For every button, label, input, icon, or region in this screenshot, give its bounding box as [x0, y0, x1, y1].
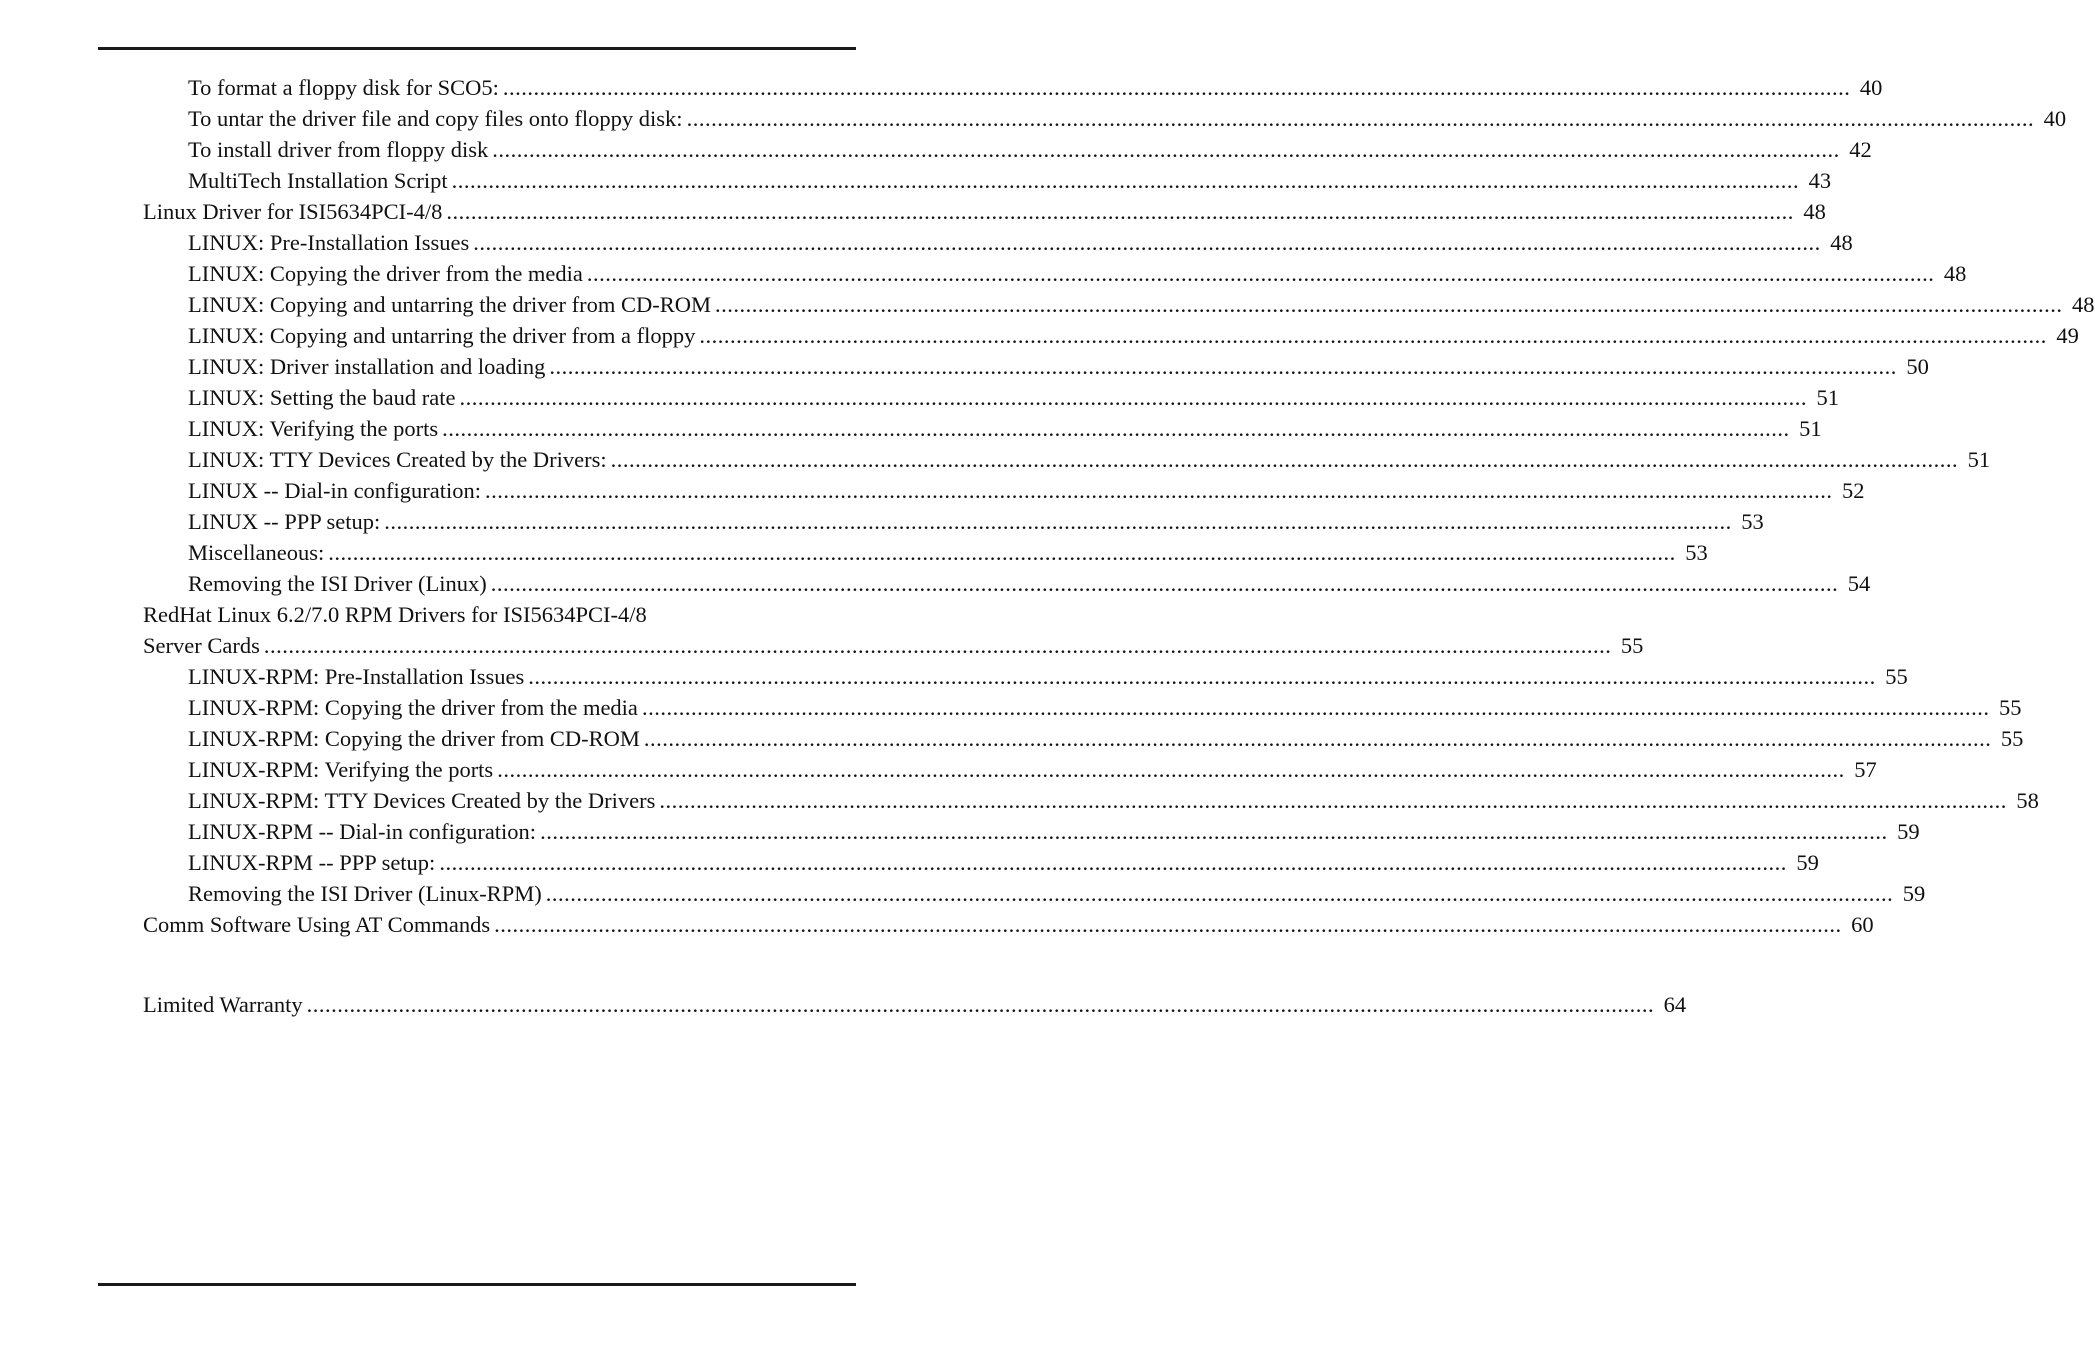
toc-leader-dots: ............................................................................................................................................................................................................................ — [502, 75, 1851, 100]
toc-leader-dots: ............................................................................................................................................................................................................................ — [659, 788, 2007, 813]
toc-leader-dots: ............................................................................................................................................................................................................................ — [545, 881, 1894, 906]
toc-leader-dots: ............................................................................................................................................................................................................................ — [586, 261, 1935, 286]
toc-entry-title: LINUX: Pre-Installation Issues — [188, 230, 470, 255]
toc-entry-page: 55 — [1620, 633, 1644, 658]
toc-entry[interactable] — [143, 600, 856, 630]
toc-entry-page: 58 — [2016, 788, 2039, 813]
toc-leader-dots: ............................................................................................................................................................................................................................ — [446, 199, 1794, 224]
toc-entry-title: LINUX-RPM -- Dial-in configuration: — [188, 819, 537, 844]
toc-entry[interactable] — [188, 786, 2039, 816]
toc-entry[interactable] — [188, 879, 1926, 909]
toc-entry-page: 48 — [2072, 292, 2095, 317]
toc-entry[interactable] — [188, 135, 1872, 165]
bottom-rule — [98, 1283, 856, 1286]
toc-entry-page: 43 — [1808, 168, 1832, 193]
toc-leader-dots: ............................................................................................................................................................................................................................ — [451, 168, 1800, 193]
toc-entry[interactable] — [188, 693, 2022, 723]
toc-entry-page: 48 — [1830, 230, 1853, 255]
toc-entry-title: LINUX-RPM -- PPP setup: — [188, 850, 436, 875]
toc-entry-title: RedHat Linux 6.2/7.0 RPM Drivers for ISI5634PCI-4/8 — [143, 602, 647, 627]
toc-leader-dots: ............................................................................................................................................................................................................................ — [459, 385, 1807, 410]
toc-entry-page: 51 — [1799, 416, 1822, 441]
toc-entry-page: 57 — [1854, 757, 1877, 782]
toc-entry[interactable] — [188, 445, 1991, 475]
toc-entry-title: LINUX: TTY Devices Created by the Drivers: — [188, 447, 607, 472]
toc-entry[interactable] — [188, 724, 2024, 754]
toc-leader-dots: ............................................................................................................................................................................................................................ — [540, 819, 1888, 844]
toc-entry-page: 42 — [1849, 137, 1872, 162]
toc-entry-title: LINUX -- Dial-in configuration: — [188, 478, 482, 503]
toc-leader-dots: ............................................................................................................................................................................................................................ — [715, 292, 2063, 317]
toc-entry-page: 53 — [1685, 540, 1708, 565]
toc-entry[interactable] — [188, 569, 1871, 599]
toc-entry-title: LINUX: Verifying the ports — [188, 416, 439, 441]
toc-entry[interactable] — [143, 990, 1687, 1020]
toc-leader-dots: ............................................................................................................................................................................................................................ — [497, 757, 1845, 782]
toc-entry-page: 50 — [1906, 354, 1929, 379]
toc-entry-page: 59 — [1796, 850, 1819, 875]
toc-entry[interactable] — [188, 228, 1853, 258]
toc-leader-dots: ............................................................................................................................................................................................................................ — [328, 540, 1676, 565]
toc-entry-page: 40 — [1859, 75, 1883, 100]
toc-entry-title: To untar the driver file and copy files onto floppy disk: — [188, 106, 683, 131]
toc-leader-dots: ............................................................................................................................................................................................................................ — [699, 323, 2047, 348]
toc-leader-dots: ............................................................................................................................................................................................................................ — [492, 137, 1840, 162]
toc-entry[interactable] — [188, 383, 1839, 413]
toc-entry-page: 53 — [1741, 509, 1764, 534]
toc-leader-dots: ............................................................................................................................................................................................................................ — [643, 726, 1992, 751]
toc-entry[interactable] — [188, 73, 1883, 103]
top-rule — [98, 47, 856, 50]
toc-entry-page: 60 — [1851, 912, 1874, 937]
toc-leader-dots: ............................................................................................................................................................................................................................ — [490, 571, 1839, 596]
toc-entry-page: 51 — [1967, 447, 1991, 472]
toc-entry[interactable] — [188, 848, 1819, 878]
toc-entry-title: Comm Software Using AT Commands — [143, 912, 491, 937]
toc-entry-title: LINUX -- PPP setup: — [188, 509, 381, 534]
toc-entry-page: 51 — [1816, 385, 1839, 410]
toc-entry-title: LINUX-RPM: TTY Devices Created by the Drivers — [188, 788, 656, 813]
toc-entry[interactable] — [188, 662, 1908, 692]
toc-leader-dots: ............................................................................................................................................................................................................................ — [641, 695, 1990, 720]
toc-entry-page: 55 — [1885, 664, 1908, 689]
toc-entry[interactable] — [188, 755, 1877, 785]
toc-entry-title: LINUX-RPM: Verifying the ports — [188, 757, 494, 782]
toc-entry-title: LINUX-RPM: Pre-Installation Issues — [188, 664, 525, 689]
toc-entry[interactable] — [188, 817, 1920, 847]
toc-entry-title: LINUX: Setting the baud rate — [188, 385, 456, 410]
toc-entry-page: 54 — [1847, 571, 1871, 596]
toc-entry-title: LINUX: Copying and untarring the driver from a floppy — [188, 323, 696, 348]
toc-leader-dots: ............................................................................................................................................................................................................................ — [263, 633, 1612, 658]
toc-entry[interactable] — [188, 321, 2079, 351]
toc-leader-dots: ............................................................................................................................................................................................................................ — [549, 354, 1897, 379]
toc-entry-page: 59 — [1897, 819, 1920, 844]
toc-entry[interactable] — [188, 290, 2095, 320]
toc-entry-title: LINUX: Driver installation and loading — [188, 354, 546, 379]
toc-entry-title: Linux Driver for ISI5634PCI-4/8 — [143, 199, 443, 224]
toc-entry[interactable] — [188, 166, 1832, 196]
toc-entry[interactable] — [143, 631, 1644, 661]
toc-leader-dots: ............................................................................................................................................................................................................................ — [384, 509, 1732, 534]
toc-entry[interactable] — [188, 104, 2067, 134]
toc-entry-title: LINUX-RPM: Copying the driver from CD-ROM — [188, 726, 640, 751]
toc-entry-page: 49 — [2056, 323, 2079, 348]
toc-leader-dots: ............................................................................................................................................................................................................................ — [686, 106, 2035, 131]
toc-entry-page: 64 — [1663, 992, 1687, 1017]
toc-leader-dots: ............................................................................................................................................................................................................................ — [494, 912, 1842, 937]
toc-entry-page: 40 — [2043, 106, 2067, 131]
toc-entry[interactable] — [188, 259, 1967, 289]
toc-entry[interactable] — [188, 507, 1764, 537]
toc-entry-page: 55 — [1998, 695, 2022, 720]
toc-leader-dots: ............................................................................................................................................................................................................................ — [439, 850, 1787, 875]
toc-entry[interactable] — [143, 910, 1874, 940]
toc-entry[interactable] — [188, 352, 1929, 382]
toc-entry-page: 48 — [1943, 261, 1967, 286]
toc-entry[interactable] — [188, 414, 1822, 444]
toc-entry-title: LINUX: Copying and untarring the driver from CD-ROM — [188, 292, 712, 317]
toc-entry-title: Server Cards — [143, 633, 260, 658]
toc-leader-dots: ............................................................................................................................................................................................................................ — [485, 478, 1833, 503]
toc-entry-title: LINUX-RPM: Copying the driver from the media — [188, 695, 638, 720]
toc-entry[interactable] — [143, 197, 1826, 227]
toc-entry-title: Miscellaneous: — [188, 540, 325, 565]
toc-entry-title: Removing the ISI Driver (Linux) — [188, 571, 487, 596]
toc-entry-title: To format a floppy disk for SCO5: — [188, 75, 499, 100]
toc-leader-dots: ............................................................................................................................................................................................................................ — [442, 416, 1790, 441]
toc-entry-title: MultiTech Installation Script — [188, 168, 448, 193]
toc-leader-dots: ............................................................................................................................................................................................................................ — [306, 992, 1655, 1017]
toc-leader-dots: ............................................................................................................................................................................................................................ — [528, 664, 1876, 689]
toc-entry[interactable] — [188, 476, 1865, 506]
toc-entry-title: To install driver from floppy disk — [188, 137, 489, 162]
toc-entry-page: 55 — [2000, 726, 2024, 751]
toc-entry-title: Removing the ISI Driver (Linux-RPM) — [188, 881, 542, 906]
toc-leader-dots: ............................................................................................................................................................................................................................ — [473, 230, 1821, 255]
toc-entry-title: LINUX: Copying the driver from the media — [188, 261, 583, 286]
toc-leader-dots: ............................................................................................................................................................................................................................ — [610, 447, 1959, 472]
toc-entry-page: 52 — [1842, 478, 1865, 503]
toc-entry-page: 48 — [1803, 199, 1826, 224]
toc-entry-page: 59 — [1902, 881, 1926, 906]
toc-entry-title: Limited Warranty — [143, 992, 303, 1017]
toc-entry[interactable] — [188, 538, 1708, 568]
